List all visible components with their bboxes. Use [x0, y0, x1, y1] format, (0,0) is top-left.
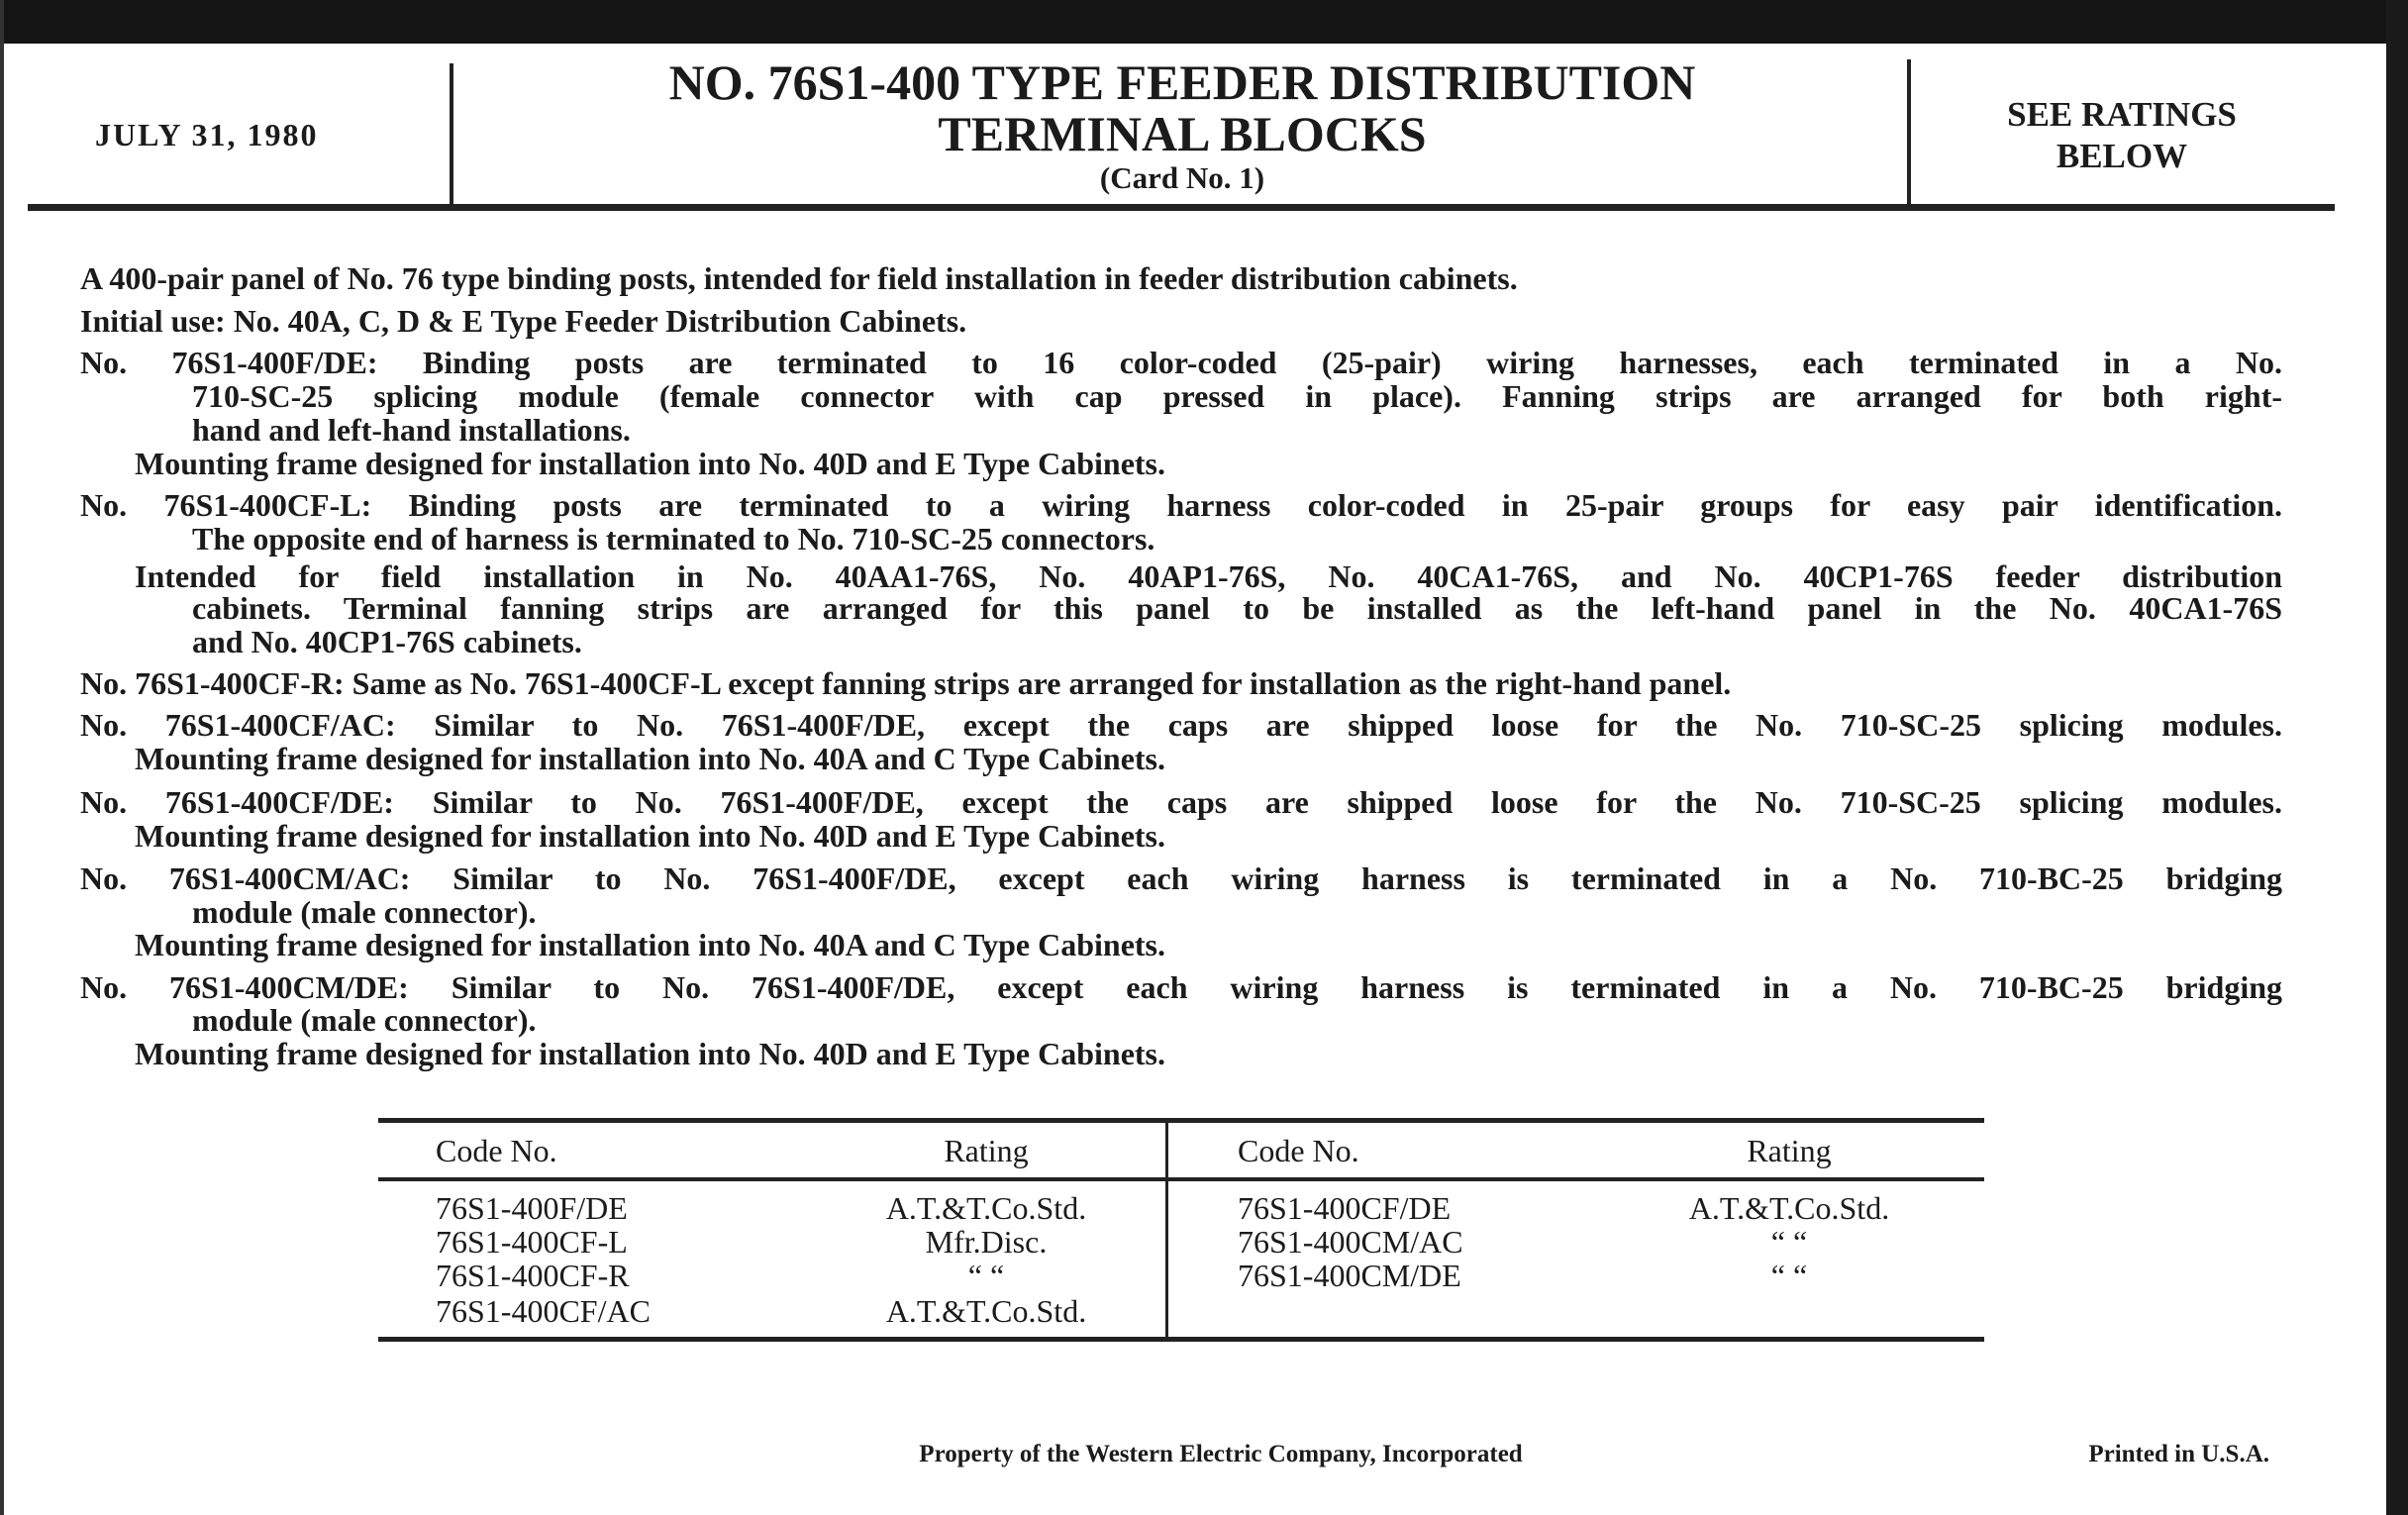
card-number: (Card No. 1)	[1099, 160, 1265, 195]
col-header-code-right: Code No.	[1238, 1133, 1359, 1168]
description-line: No. 76S1-400CF-L: Binding posts are terminated to a wiring harness color-coded in 25-pair groups for easy pair identification.	[80, 487, 2282, 523]
description-line: hand and left-hand installations.	[192, 412, 631, 448]
table-cell-rating: “ “	[1770, 1258, 1808, 1293]
table-cell-code: 76S1-400CF-L	[436, 1224, 628, 1260]
table-cell-code: 76S1-400F/DE	[436, 1190, 628, 1226]
description-line: No. 76S1-400CM/DE: Similar to No. 76S1-400F/DE, except each wiring harness is terminated in a No. 710-BC-25 bridging	[80, 969, 2282, 1005]
description-line: cabinets. Terminal fanning strips are arranged for this panel to be installed as the left-hand panel in the No. 40CA1-76S	[192, 590, 2282, 626]
description-line: No. 76S1-400F/DE: Binding posts are terminated to 16 color-coded (25-pair) wiring harnesses, each terminated in a No.	[80, 345, 2282, 380]
printed-in: Printed in U.S.A.	[2088, 1441, 2269, 1467]
table-cell-rating: Mfr.Disc.	[925, 1224, 1048, 1260]
description-line: No. 76S1-400CM/AC: Similar to No. 76S1-400F/DE, except each wiring harness is terminated in a No. 710-BC-25 bridging	[80, 860, 2282, 896]
table-cell-code: 76S1-400CF/DE	[1238, 1190, 1452, 1226]
description-line: Initial use: No. 40A, C, D & E Type Feeder Distribution Cabinets.	[80, 303, 967, 339]
table-cell-code: 76S1-400CF-R	[436, 1258, 630, 1293]
description-line: Mounting frame designed for installation into No. 40D and E Type Cabinets.	[135, 1036, 1165, 1071]
col-header-code-left: Code No.	[436, 1133, 557, 1168]
table-column-divider	[1165, 1120, 1168, 1340]
ratings-note-line1: SEE RATINGS	[2007, 95, 2237, 134]
description-line: Mounting frame designed for installation into No. 40A and C Type Cabinets.	[135, 927, 1165, 962]
property-notice: Property of the Western Electric Company, Incorporated	[919, 1441, 1523, 1467]
header-divider-left	[450, 63, 453, 208]
description-line: A 400-pair panel of No. 76 type binding posts, intended for field installation in feeder distribution cabinets.	[80, 260, 1518, 296]
table-cell-rating: “ “	[1770, 1224, 1808, 1260]
header-divider-right	[1907, 59, 1911, 206]
description-line: Mounting frame designed for installation into No. 40A and C Type Cabinets.	[135, 741, 1165, 776]
table-cell-rating: “ “	[967, 1258, 1005, 1293]
ratings-note-line2: BELOW	[2056, 137, 2188, 175]
header-rule	[28, 204, 2335, 211]
table-cell-code: 76S1-400CM/AC	[1238, 1224, 1463, 1260]
description-line: No. 76S1-400CF/DE: Similar to No. 76S1-400F/DE, except the caps are shipped loose for the No. 710-SC-25 splicing modules.	[80, 784, 2282, 820]
table-cell-rating: A.T.&T.Co.Std.	[885, 1190, 1087, 1226]
date: JULY 31, 1980	[95, 117, 319, 152]
col-header-rating-right: Rating	[1747, 1133, 1832, 1168]
description-line: The opposite end of harness is terminated to No. 710-SC-25 connectors.	[192, 521, 1155, 556]
table-header-rule	[378, 1177, 1984, 1181]
table-bottom-rule	[378, 1337, 1984, 1342]
description-line: module (male connector).	[192, 894, 537, 930]
table-cell-rating: A.T.&T.Co.Std.	[885, 1293, 1087, 1329]
description-line: No. 76S1-400CF-R: Same as No. 76S1-400CF-L except fanning strips are arranged for installation as the right-hand panel.	[80, 665, 1732, 701]
table-top-rule	[378, 1118, 1984, 1123]
description-line: Intended for field installation in No. 40AA1-76S, No. 40AP1-76S, No. 40CA1-76S, and No. 40CP1-76S feeder distribution	[135, 558, 2282, 594]
table-cell-code: 76S1-400CM/DE	[1238, 1258, 1461, 1293]
description-line: Mounting frame designed for installation into No. 40D and E Type Cabinets.	[135, 446, 1165, 481]
page-title-line1: NO. 76S1-400 TYPE FEEDER DISTRIBUTION	[668, 54, 1696, 110]
description-line: No. 76S1-400CF/AC: Similar to No. 76S1-400F/DE, except the caps are shipped loose for the No. 710-SC-25 splicing modules.	[80, 707, 2282, 743]
col-header-rating-left: Rating	[944, 1133, 1029, 1168]
table-cell-code: 76S1-400CF/AC	[436, 1293, 651, 1329]
description-line: Mounting frame designed for installation into No. 40D and E Type Cabinets.	[135, 818, 1165, 854]
description-line: module (male connector).	[192, 1002, 537, 1038]
description-line: 710-SC-25 splicing module (female connector with cap pressed in place). Fanning strips are arranged for both right-	[192, 378, 2282, 414]
scan-border-left	[0, 0, 4, 1515]
scan-border-top	[0, 0, 2408, 44]
table-cell-rating: A.T.&T.Co.Std.	[1688, 1190, 1890, 1226]
description-line: and No. 40CP1-76S cabinets.	[192, 624, 582, 659]
page-title-line2: TERMINAL BLOCKS	[938, 106, 1427, 161]
scan-border-right	[2386, 0, 2408, 1515]
